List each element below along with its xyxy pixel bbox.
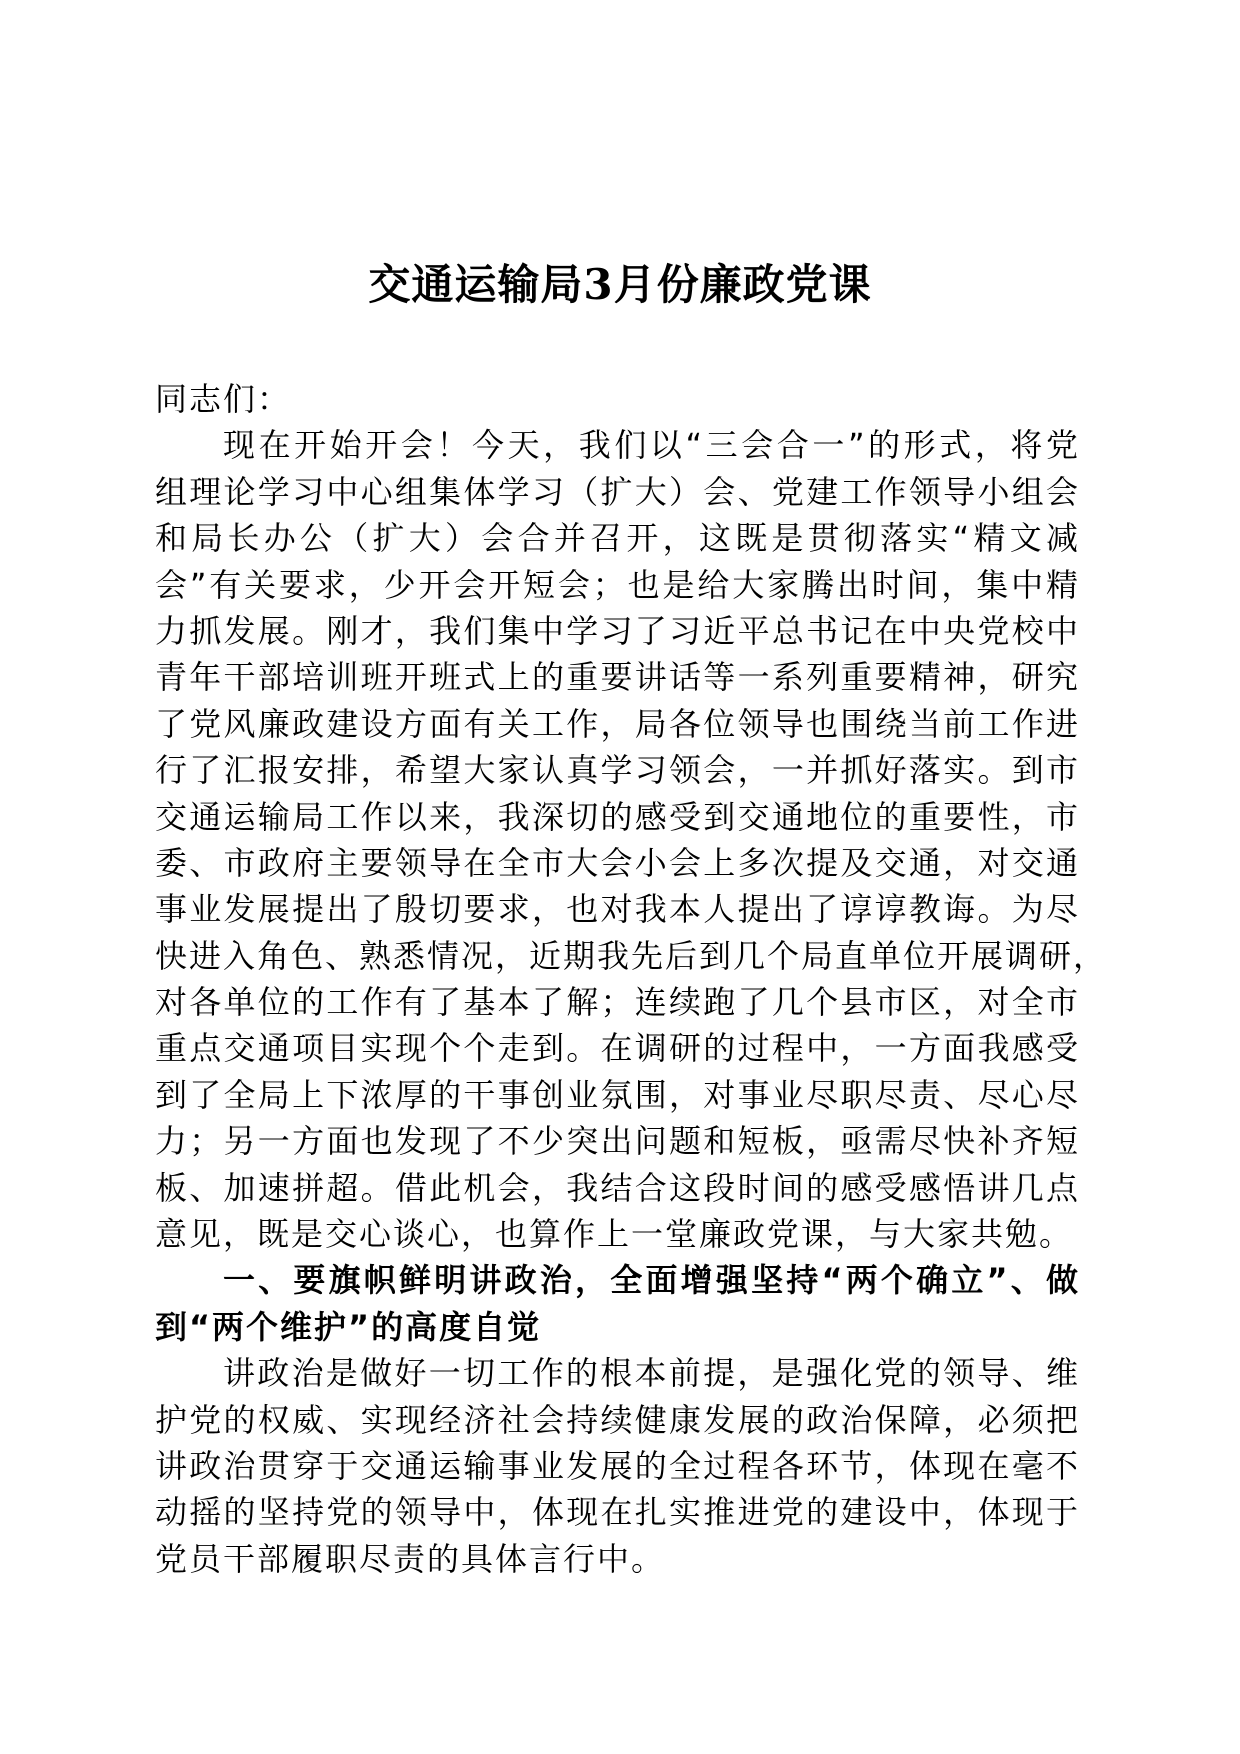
salutation: 同志们： bbox=[155, 380, 292, 418]
document-body bbox=[155, 376, 1108, 1582]
text-line: 了党风廉政建设方面有关工作，局各位领导也围绕当前工作进 bbox=[155, 704, 1080, 743]
text-line: 事业发展提出了殷切要求，也对我本人提出了谆谆教诲。为尽 bbox=[155, 890, 1080, 929]
text-line: 板、加速拼超。借此机会，我结合这段时间的感受感悟讲几点 bbox=[155, 1168, 1080, 1207]
document-title: 交通运输局3月份廉政党课 bbox=[368, 260, 872, 309]
text-line: 行了汇报安排，希望大家认真学习领会，一并抓好落实。到市 bbox=[155, 751, 1080, 790]
text-line: 力；另一方面也发现了不少突出问题和短板，亟需尽快补齐短 bbox=[155, 1122, 1080, 1161]
text-line: 会”有关要求，少开会开短会；也是给大家腾出时间，集中精 bbox=[155, 565, 1080, 604]
text-line: 意见，既是交心谈心，也算作上一堂廉政党课，与大家共勉。 bbox=[155, 1215, 1074, 1254]
text-line: 到了全局上下浓厚的干事创业氛围，对事业尽职尽责、尽心尽 bbox=[155, 1075, 1080, 1114]
text-line: 组理论学习中心组集体学习（扩大）会、党建工作领导小组会 bbox=[155, 472, 1080, 511]
text-line: 委、市政府主要领导在全市大会小会上多次提及交通，对交通 bbox=[155, 843, 1080, 882]
heading-line: 一、要旗帜鲜明讲政治，全面增强坚持“两个确立”、做 bbox=[223, 1261, 1080, 1300]
paragraph-section-1 bbox=[155, 1350, 1080, 1582]
text-line: 讲政治贯穿于交通运输事业发展的全过程各环节，体现在毫不 bbox=[155, 1446, 1080, 1485]
text-line: 讲政治是做好一切工作的根本前提，是强化党的领导、维 bbox=[223, 1354, 1080, 1393]
text-line: 快进入角色、熟悉情况，近期我先后到几个局直单位开展调研， bbox=[155, 936, 1108, 975]
text-line: 护党的权威、实现经济社会持续健康发展的政治保障，必须把 bbox=[155, 1400, 1080, 1439]
text-line: 动摇的坚持党的领导中，体现在扎实推进党的建设中，体现于 bbox=[155, 1493, 1080, 1532]
text-line: 党员干部履职尽责的具体言行中。 bbox=[155, 1539, 666, 1578]
text-line: 青年干部培训班开班式上的重要讲话等一系列重要精神，研究 bbox=[155, 658, 1080, 697]
text-line: 现在开始开会！今天，我们以“三会合一”的形式，将党 bbox=[223, 426, 1080, 465]
text-line: 对各单位的工作有了基本了解；连续跑了几个县市区，对全市 bbox=[155, 983, 1080, 1022]
section-heading-1 bbox=[155, 1257, 1080, 1350]
text-line: 和局长办公（扩大）会合并召开，这既是贯彻落实“精文减 bbox=[155, 519, 1080, 558]
text-line: 交通运输局工作以来，我深切的感受到交通地位的重要性，市 bbox=[155, 797, 1080, 836]
text-line: 力抓发展。刚才，我们集中学习了习近平总书记在中央党校中 bbox=[155, 611, 1080, 650]
text-line: 重点交通项目实现个个走到。在调研的过程中，一方面我感受 bbox=[155, 1029, 1080, 1068]
paragraph-intro bbox=[155, 422, 1108, 1257]
heading-line: 到“两个维护”的高度自觉 bbox=[155, 1307, 542, 1346]
